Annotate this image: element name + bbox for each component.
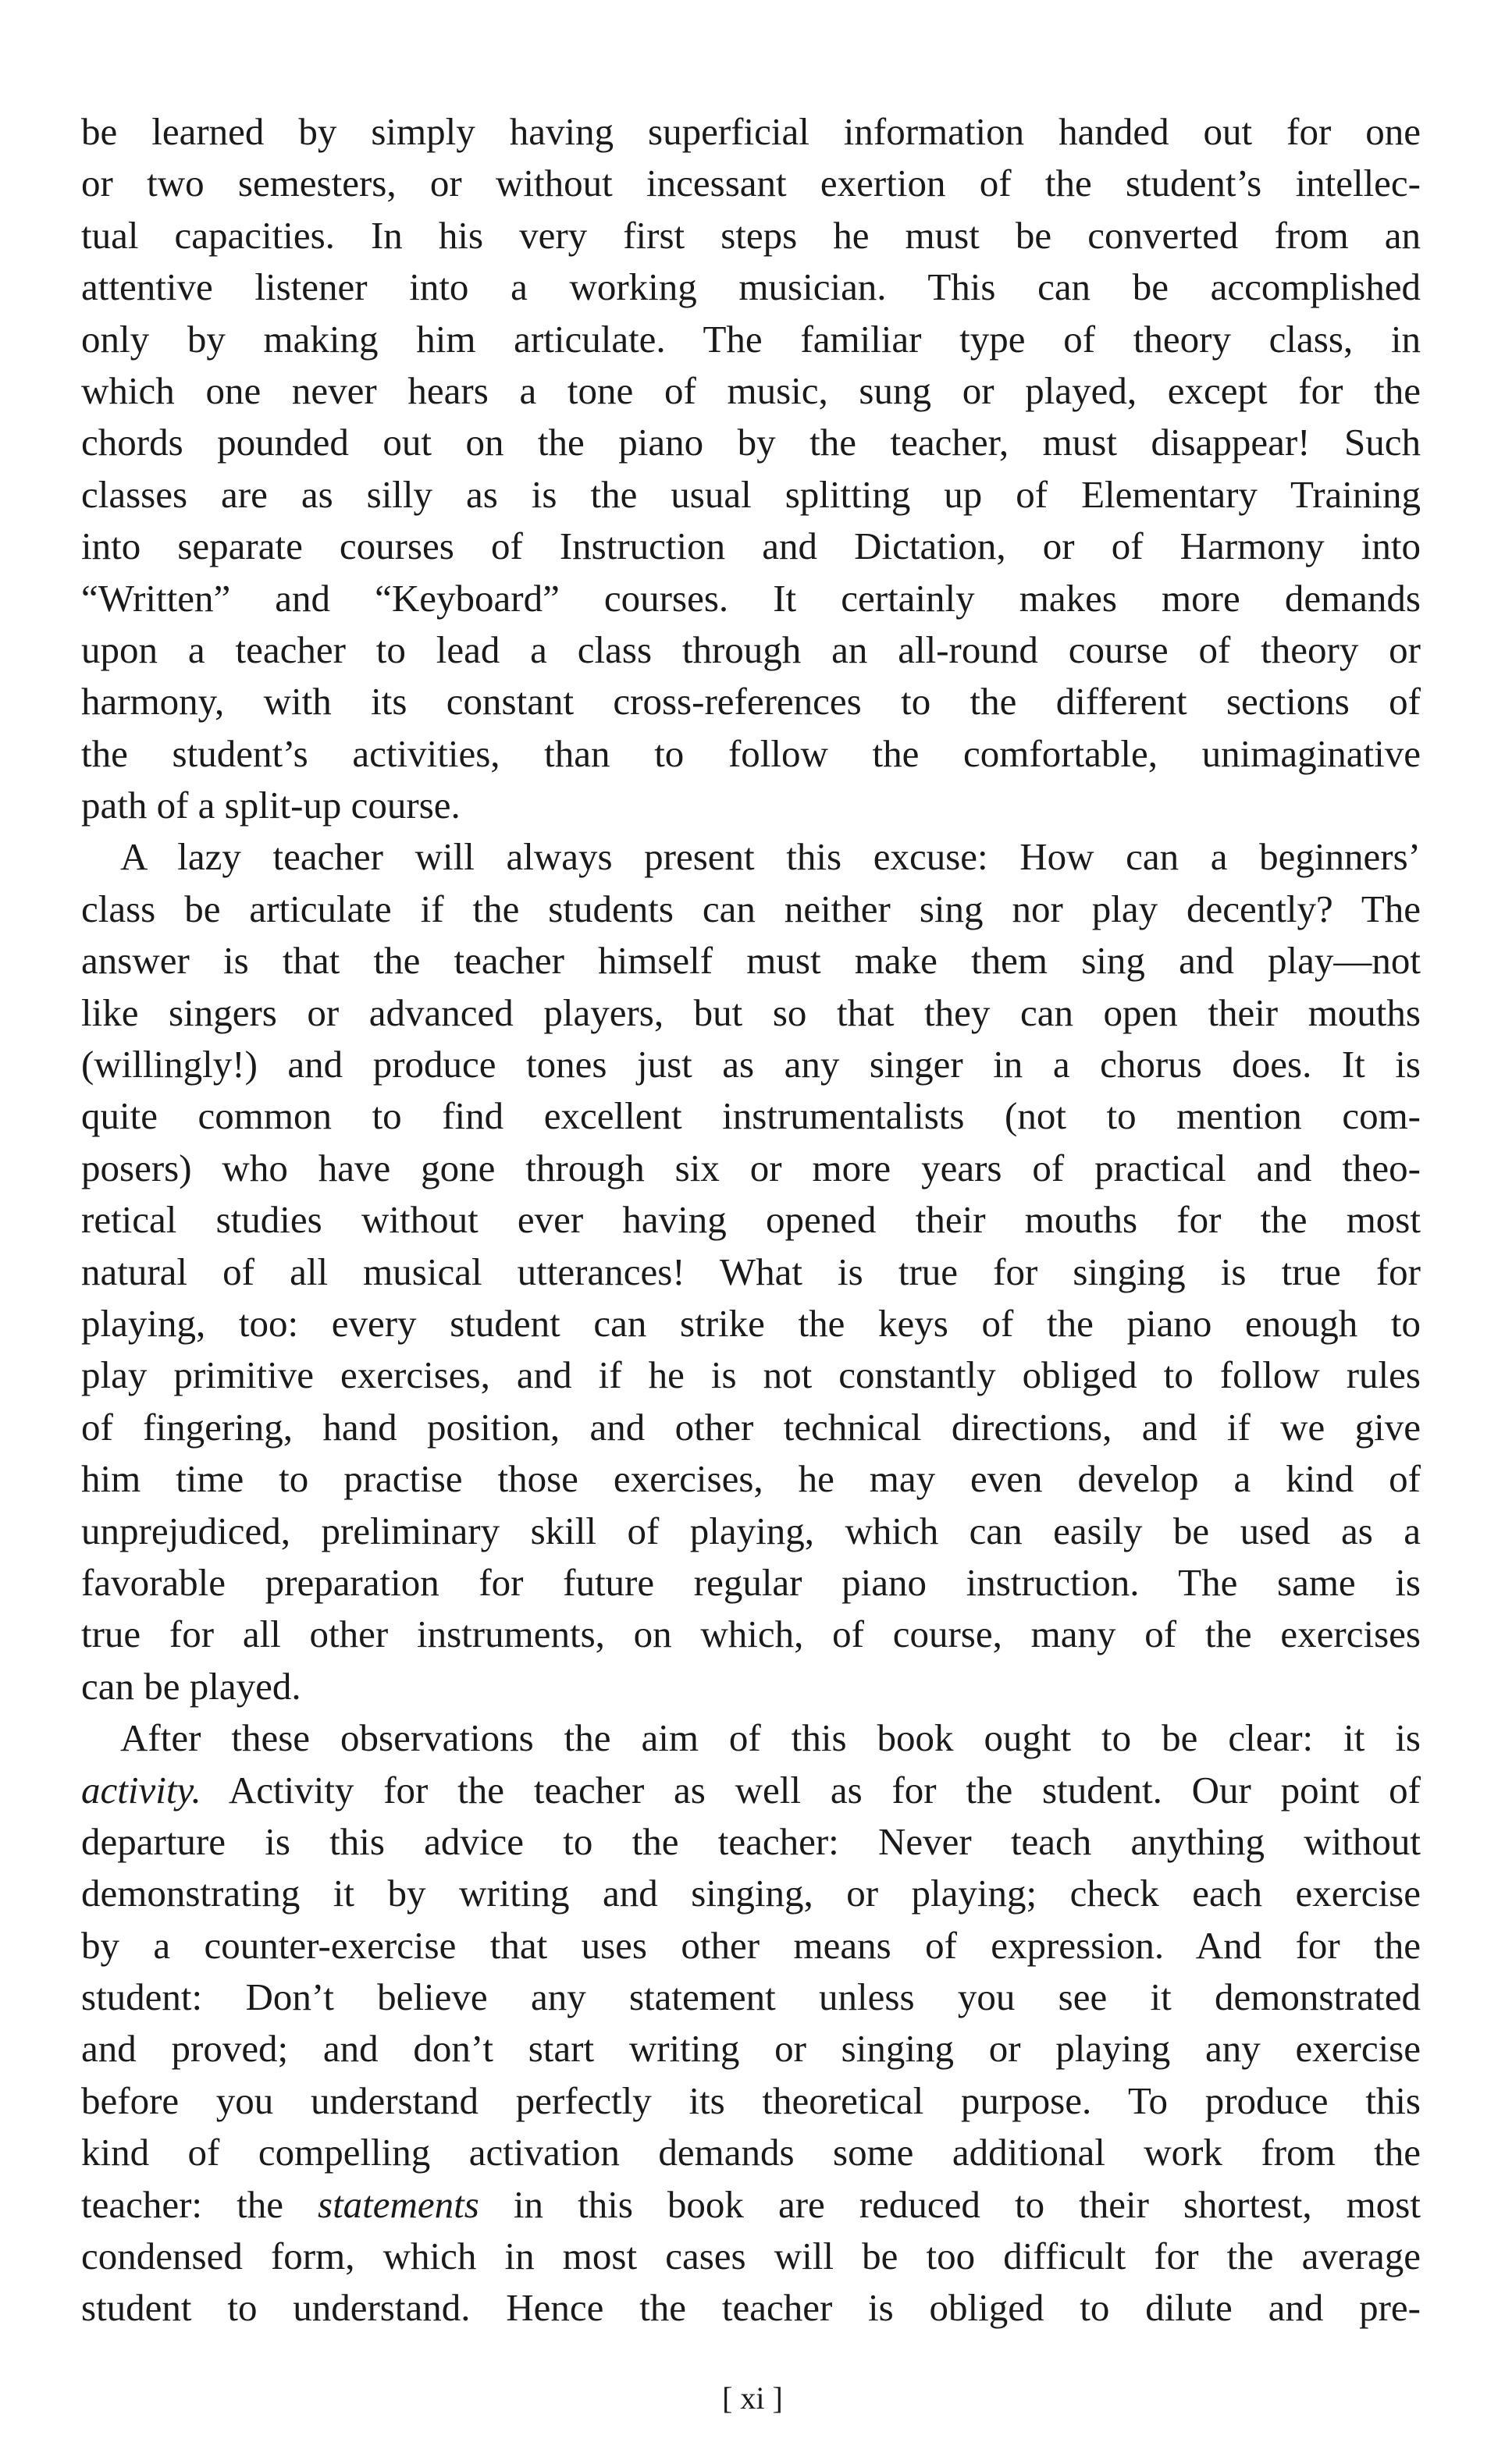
text-line: by a counter-exercise that uses other means of expression. And for the — [81, 1923, 1421, 1967]
text-line: natural of all musical utterances! What is true for singing is true for — [81, 1250, 1421, 1293]
text-line: into separate courses of Instruction and Dictation, or of Harmony into — [81, 524, 1421, 568]
text-line: the student’s activities, than to follow the comfortable, unimaginative — [81, 731, 1421, 775]
text-line: chords pounded out on the piano by the teacher, must disappear! Such — [81, 421, 1421, 464]
text-line: After these observations the aim of this book ought to be clear: it is — [120, 1716, 1421, 1760]
text-line: harmony, with its constant cross-references to the different sections of — [81, 680, 1421, 724]
text-line: tual capacities. In his very first steps he must be converted from an — [81, 213, 1421, 257]
text-line: him time to practise those exercises, he may even develop a kind of — [81, 1457, 1421, 1501]
text-line-italic-statements: teacher: the statements in this book are reduced to their shortest, most — [81, 2182, 1421, 2226]
text-line: which one never hears a tone of music, sung or played, except for the — [81, 368, 1421, 412]
text-line: condensed form, which in most cases will be too difficult for the average — [81, 2235, 1421, 2278]
paragraph-2 — [81, 831, 1421, 1712]
text-line: departure is this advice to the teacher: Never teach anything without — [81, 1819, 1421, 1863]
paragraph-3 — [81, 1712, 1421, 2334]
text-line: kind of compelling activation demands some additional work from the — [81, 2131, 1421, 2174]
text-line: like singers or advanced players, but so that they can open their mouths — [81, 990, 1421, 1034]
text-line: (willingly!) and produce tones just as any singer in a chorus does. It is — [81, 1043, 1421, 1086]
text-line: A lazy teacher will always present this excuse: How can a beginners’ — [120, 835, 1421, 879]
text-line: retical studies without ever having opened their mouths for the most — [81, 1198, 1421, 1242]
text-line: path of a split-up course. — [81, 784, 461, 827]
text-line: demonstrating it by writing and singing, or playing; check each exercise — [81, 1872, 1421, 1915]
text-line: “Written” and “Keyboard” courses. It certainly makes more demands — [81, 576, 1421, 620]
text-line: posers) who have gone through six or more years of practical and theo- — [81, 1146, 1421, 1189]
text-line: before you understand perfectly its theoretical purpose. To produce this — [81, 2078, 1421, 2122]
text-line: and proved; and don’t start writing or singing or playing any exercise — [81, 2027, 1421, 2071]
paragraph-1 — [81, 106, 1421, 831]
page-body — [81, 106, 1421, 2334]
text-line: quite common to find excellent instrumentalists (not to mention com- — [81, 1094, 1421, 1138]
emphasis: activity. — [81, 1768, 201, 1812]
text-line: can be played. — [81, 1664, 301, 1708]
text-line: favorable preparation for future regular piano instruction. The same is — [81, 1560, 1421, 1604]
page-number: [ xi ] — [722, 2380, 783, 2416]
text-line: class be articulate if the students can neither sing nor play decently? The — [81, 887, 1421, 930]
text-line: student to understand. Hence the teacher is obliged to dilute and pre- — [81, 2286, 1421, 2330]
text-line: classes are as silly as is the usual splitting up of Elementary Training — [81, 472, 1421, 516]
text-line: playing, too: every student can strike the keys of the piano enough to — [81, 1301, 1421, 1345]
text-line: unprejudiced, preliminary skill of playing, which can easily be used as a — [81, 1509, 1421, 1552]
text-line: true for all other instruments, on which, of course, many of the exercises — [81, 1612, 1421, 1656]
text-line: play primitive exercises, and if he is not constantly obliged to follow rules — [81, 1353, 1421, 1397]
text-line: only by making him articulate. The familiar type of theory class, in — [81, 317, 1421, 361]
emphasis: statements — [318, 2182, 479, 2226]
text-line: or two semesters, or without incessant exertion of the student’s intellec- — [81, 162, 1421, 205]
text-line: answer is that the teacher himself must make them sing and play—not — [81, 939, 1421, 983]
text-line: be learned by simply having superficial information handed out for one — [81, 110, 1421, 153]
text-line: of fingering, hand position, and other technical directions, and if we give — [81, 1405, 1421, 1449]
text-line: upon a teacher to lead a class through an all-round course of theory or — [81, 628, 1421, 671]
text-line: student: Don’t believe any statement unless you see it demonstrated — [81, 1975, 1421, 2019]
text-line-italic-activity: activity. Activity for the teacher as well as for the student. Our point of — [81, 1768, 1421, 1812]
text-line: attentive listener into a working musician. This can be accomplished — [81, 265, 1421, 309]
